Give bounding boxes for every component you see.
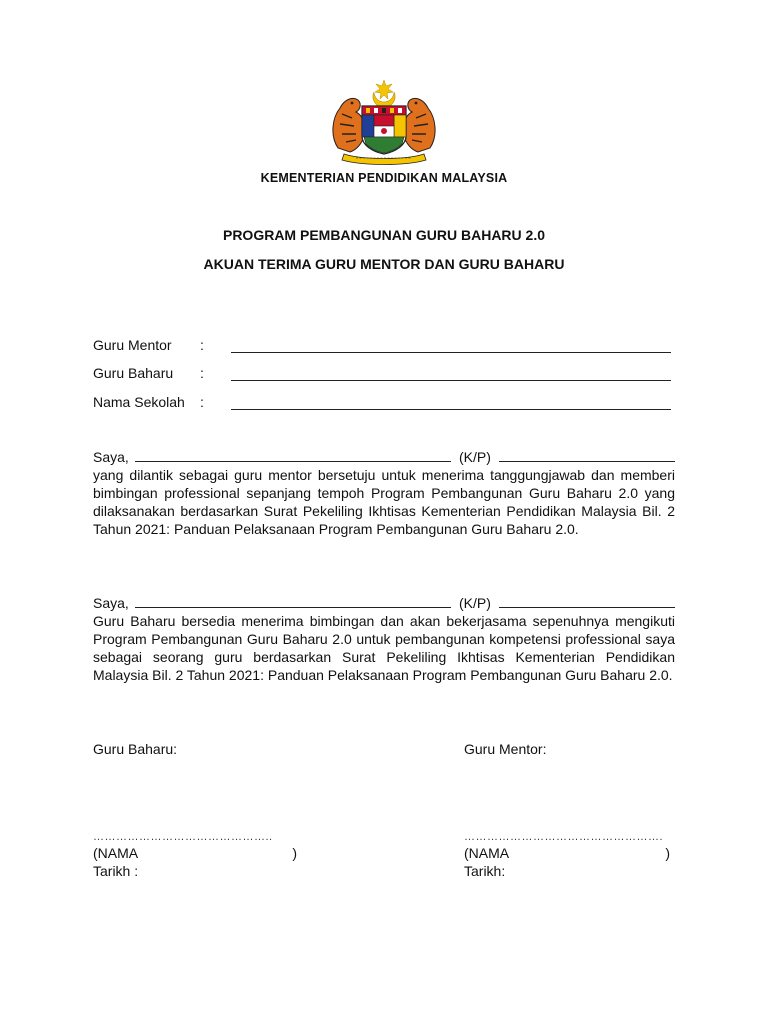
signature-line[interactable]: …………………………………………….	[464, 831, 664, 843]
nama-label: (NAMA	[464, 845, 510, 861]
kp-label: (K/P)	[459, 449, 491, 465]
guru-mentor-field[interactable]	[93, 337, 683, 357]
field-colon: :	[200, 337, 204, 353]
name-fill-line[interactable]	[135, 461, 451, 462]
signature-role: Guru Mentor:	[464, 741, 547, 757]
form-title: AKUAN TERIMA GURU MENTOR DAN GURU BAHARU	[203, 256, 565, 272]
tarikh-label: Tarikh:	[464, 863, 506, 879]
mentor-declaration	[93, 448, 675, 538]
signature-role: Guru Baharu:	[93, 741, 178, 757]
baharu-declaration	[93, 594, 675, 684]
saya-label: Saya,	[93, 595, 129, 611]
kp-fill-line[interactable]	[499, 461, 675, 462]
nama-close: )	[665, 845, 670, 861]
declaration-text: Guru Baharu bersedia menerima bimbingan dan akan bekerjasama sepenuhnya mengikuti Program Pembangunan Guru Baharu 2.0 untuk pembangunan kompetensi professional saya sebagai seorang guru berdasarkan Surat Pekeliling Ikhtisas Kementerian Pendidikan Malaysia Bil. 2 Tahun 2021: Panduan Pelaksanaan Program Pembangunan Guru Baharu 2.0.	[93, 613, 675, 683]
declaration-text: yang dilantik sebagai guru mentor bersetuju untuk menerima tanggungjawab dan memberi bimbingan professional sepanjang tempoh Program Pembangunan Guru Baharu 2.0 yang dilaksanakan berdasarkan Surat Pekeliling Ikhtisas Kementerian Pendidikan Malaysia Bil. 2 Tahun 2021: Panduan Pelaksanaan Program Pembangunan Guru Baharu 2.0.	[93, 467, 675, 537]
fill-in-line[interactable]	[231, 409, 671, 410]
malaysia-coat-of-arms-icon	[322, 78, 446, 166]
saya-line	[93, 448, 675, 466]
field-colon: :	[200, 365, 204, 381]
nama-line	[93, 844, 303, 862]
field-label: Guru Baharu	[93, 365, 174, 381]
kp-fill-line[interactable]	[499, 607, 675, 608]
guru-baharu-field[interactable]	[93, 365, 683, 385]
fill-in-line[interactable]	[231, 352, 671, 353]
saya-label: Saya,	[93, 449, 129, 465]
fill-in-line[interactable]	[231, 380, 671, 381]
program-title: PROGRAM PEMBANGUNAN GURU BAHARU 2.0	[222, 227, 545, 243]
field-colon: :	[200, 394, 204, 410]
nama-label: (NAMA	[93, 845, 139, 861]
field-label: Nama Sekolah	[93, 394, 185, 410]
guru-mentor-signature-block	[464, 740, 676, 879]
guru-baharu-signature-block	[93, 740, 303, 879]
nama-line	[464, 844, 676, 862]
kp-label: (K/P)	[459, 595, 491, 611]
nama-sekolah-field[interactable]	[93, 394, 683, 414]
ministry-name: KEMENTERIAN PENDIDIKAN MALAYSIA	[260, 171, 508, 185]
nama-close: )	[292, 845, 297, 861]
name-fill-line[interactable]	[135, 607, 451, 608]
signature-line[interactable]: ………………………………………..	[93, 831, 273, 843]
field-label: Guru Mentor	[93, 337, 172, 353]
saya-line	[93, 594, 675, 612]
tarikh-label: Tarikh :	[93, 863, 139, 879]
